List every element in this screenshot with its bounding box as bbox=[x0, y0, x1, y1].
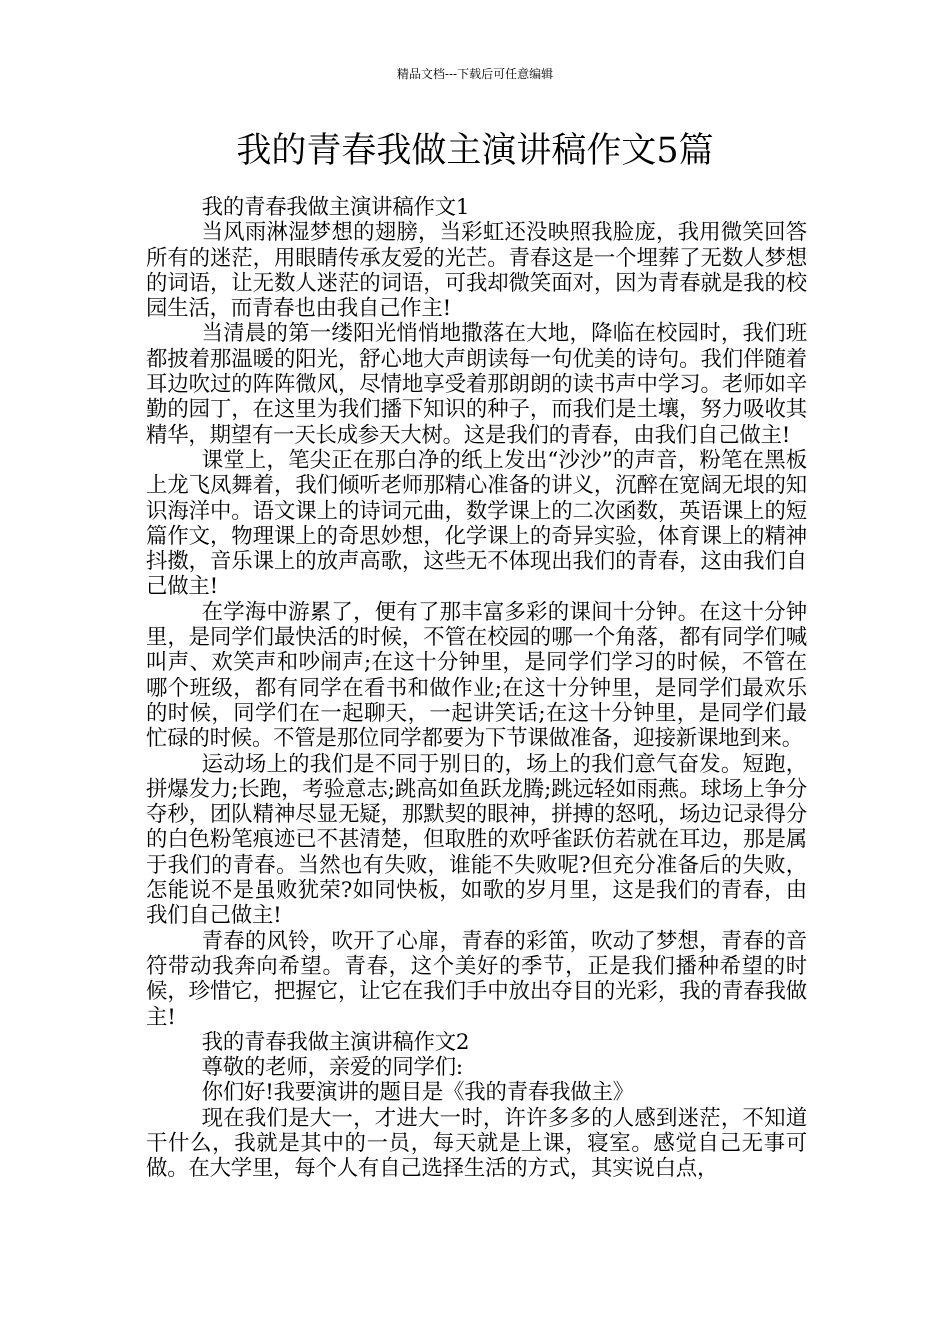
section-heading-1: 我的青春我做主演讲稿作文1 bbox=[201, 195, 470, 220]
paragraph: 当风雨淋湿梦想的翅膀，当彩虹还没映照我脸庞，我用微笑回答所有的迷茫，用眼睛传承友爱的光芒。青春这是一个埋葬了无数人梦想的词语，让无数人迷茫的词语，可我却微笑面对，因为青春就是我的校园生活，而青春也由我自己作主! bbox=[146, 220, 807, 322]
paragraph: 现在我们是大一，才进大一时，许许多多的人感到迷茫，不知道干什么，我就是其中的一员，每天就是上课，寝室。感觉自己无事可做。在大学里，每个人有自己选择生活的方式，其实说白点， bbox=[146, 1105, 807, 1182]
section-heading-2: 我的青春我做主演讲稿作文2 bbox=[201, 1029, 470, 1055]
paragraph: 在学海中游累了，便有了那丰富多彩的课间十分钟。在这十分钟里，是同学们最快活的时候，不管在校园的哪一个角落，都有同学们喊叫声、欢笑声和吵闹声;在这十分钟里，是同学们学习的时候，不管在哪个班级，都有同学在看书和做作业;在这十分钟里，是同学们最欢乐的时候，同学们在一起聊天，一起讲笑话;在这十分钟里，是同学们最忙碌的时候。不管是那位同学都要为下节课做准备，迎接新课地到来。 bbox=[146, 599, 807, 752]
salutation: 尊敬的老师，亲爱的同学们: bbox=[201, 1055, 463, 1081]
document-body bbox=[146, 195, 807, 1182]
paragraph: 课堂上，笔尖正在那白净的纸上发出“沙沙”的声音，粉笔在黑板上龙飞凤舞着，我们倾听老师那精心准备的讲义，沉醉在宽阔无垠的知识海洋中。语文课上的诗词元曲，数学课上的二次函数，英语课上的短篇作文，物理课上的奇思妙想，化学课上的奇异实验，体育课上的精神抖擞，音乐课上的放声高歌，这些无不体现出我们的青春，这由我们自己做主! bbox=[146, 447, 807, 600]
header-note: 精品文档---下载后可任意编辑 bbox=[396, 67, 554, 81]
paragraph: 运动场上的我们是不同于别日的，场上的我们意气奋发。短跑，拼爆发力;长跑，考验意志;跳高如鱼跃龙腾;跳远轻如雨燕。球场上争分夺秒，团队精神尽显无疑，那默契的眼神，拼搏的怒吼，场边记录得分的白色粉笔痕迹已不甚清楚，但取胜的欢呼雀跃仿若就在耳边，那是属于我们的青春。当然也有失败，谁能不失败呢?但充分准备后的失败，怎能说不是虽败犹荣?如同快板，如歌的岁月里，这是我们的青春，由我们自己做主! bbox=[146, 751, 807, 929]
paragraph: 青春的风铃，吹开了心扉，青春的彩笛，吹动了梦想，青春的音符带动我奔向希望。青春，这个美好的季节，正是我们播种希望的时候，珍惜它，把握它，让它在我们手中放出夺目的光彩，我的青春我做主! bbox=[146, 928, 807, 1030]
document-title: 我的青春我做主演讲稿作文5篇 bbox=[236, 131, 714, 171]
paragraph: 当清晨的第一缕阳光悄悄地撒落在大地，降临在校园时，我们班都披着那温暖的阳光，舒心地大声朗读每一句优美的诗句。我们伴随着耳边吹过的阵阵微风，尽情地享受着那朗朗的读书声中学习。老师如辛勤的园丁，在这里为我们播下知识的种子，而我们是土壤，努力吸收其精华，期望有一天长成参天大树。这是我们的青春，由我们自己做主! bbox=[146, 321, 807, 448]
greeting: 你们好!我要演讲的题目是《我的青春我做主》 bbox=[201, 1080, 634, 1106]
